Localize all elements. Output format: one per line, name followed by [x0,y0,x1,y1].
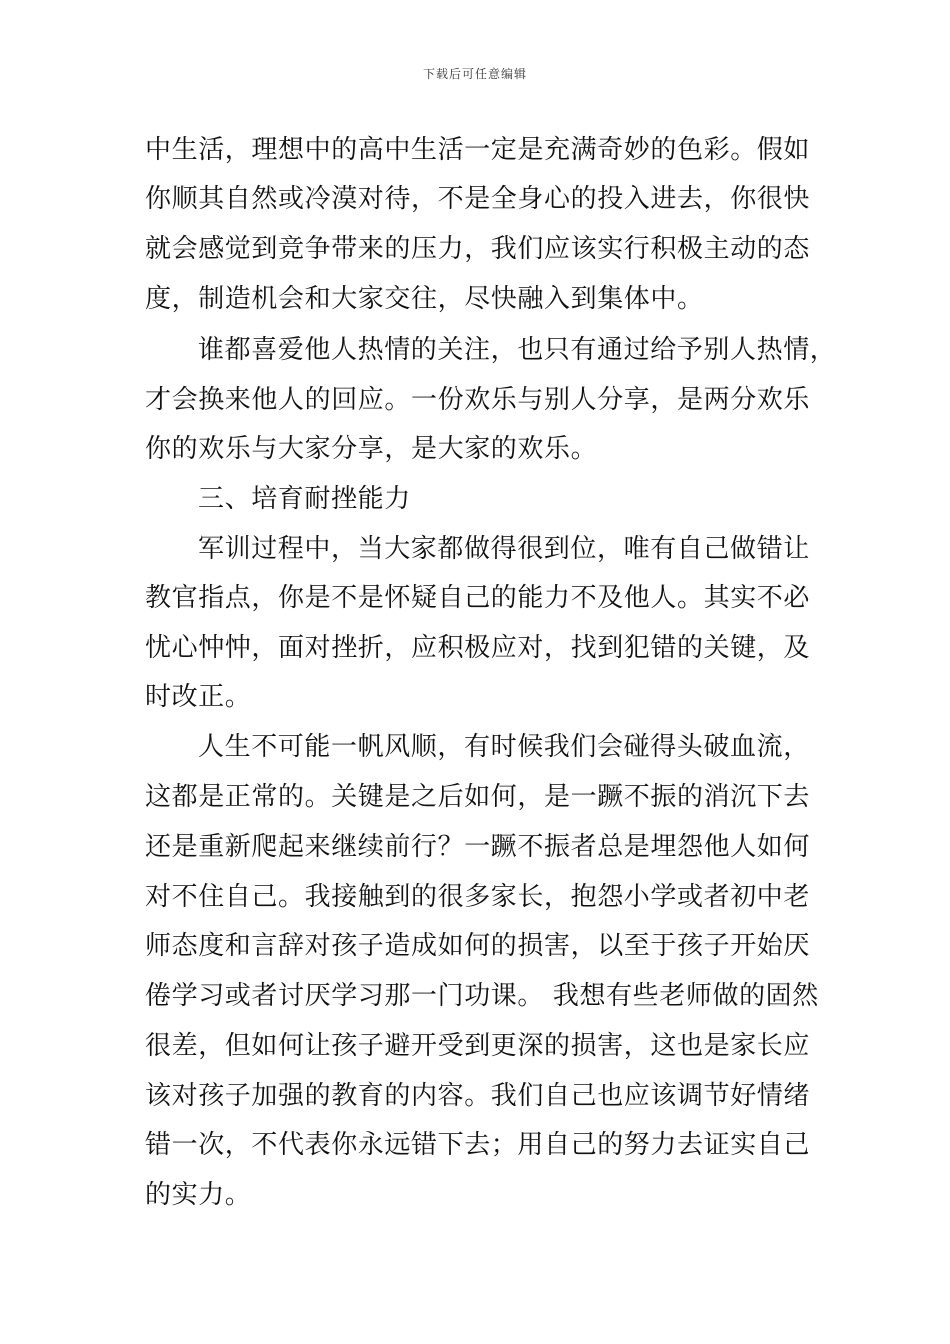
section-heading: 三、培育耐挫能力 [198,484,411,514]
body-line: 你的欢乐与大家分享，是大家的欢乐。 [145,434,598,464]
paragraph-start-line: 谁都喜爱他人热情的关注，也只有通过给予别人热情， [198,335,837,365]
body-line: 这都是正常的。关键是之后如何，是一蹶不振的消沉下去 [145,782,811,812]
paragraph-start-line: 军训过程中，当大家都做得很到位，唯有自己做错让 [198,534,810,564]
body-line: 教官指点，你是不是怀疑自己的能力不及他人。其实不必 [145,583,811,613]
body-line: 才会换来他人的回应。一份欢乐与别人分享，是两分欢乐 [145,385,811,415]
paragraph-start-line: 人生不可能一帆风顺，有时候我们会碰得头破血流， [198,732,810,762]
body-line: 你顺其自然或冷漠对待，不是全身心的投入进去，你很快 [145,184,811,214]
body-line: 中生活，理想中的高中生活一定是充满奇妙的色彩。假如 [145,135,811,165]
body-line: 还是重新爬起来继续前行？一蹶不振者总是埋怨他人如何 [145,832,811,862]
body-line: 忧心忡忡，面对挫折，应积极应对，找到犯错的关键，及 [145,633,811,663]
body-line: 就会感觉到竞争带来的压力，我们应该实行积极主动的态 [145,234,811,264]
body-line: 错一次，不代表你永远错下去；用自己的努力去证实自己 [145,1130,811,1160]
body-line: 时改正。 [145,682,252,712]
body-line: 倦学习或者讨厌学习那一门功课。 我想有些老师做的固然 [145,981,819,1011]
body-line: 的实力。 [145,1180,252,1210]
body-line: 该对孩子加强的教育的内容。我们自己也应该调节好情绪 [145,1081,811,1111]
body-line: 对不住自己。我接触到的很多家长，抱怨小学或者初中老 [145,882,811,912]
page-header: 下载后可任意编辑 [422,67,527,81]
body-line: 很差，但如何让孩子避开受到更深的损害，这也是家长应 [145,1031,811,1061]
body-line: 师态度和言辞对孩子造成如何的损害，以至于孩子开始厌 [145,931,811,961]
body-line: 度，制造机会和大家交往，尽快融入到集体中。 [145,284,704,314]
